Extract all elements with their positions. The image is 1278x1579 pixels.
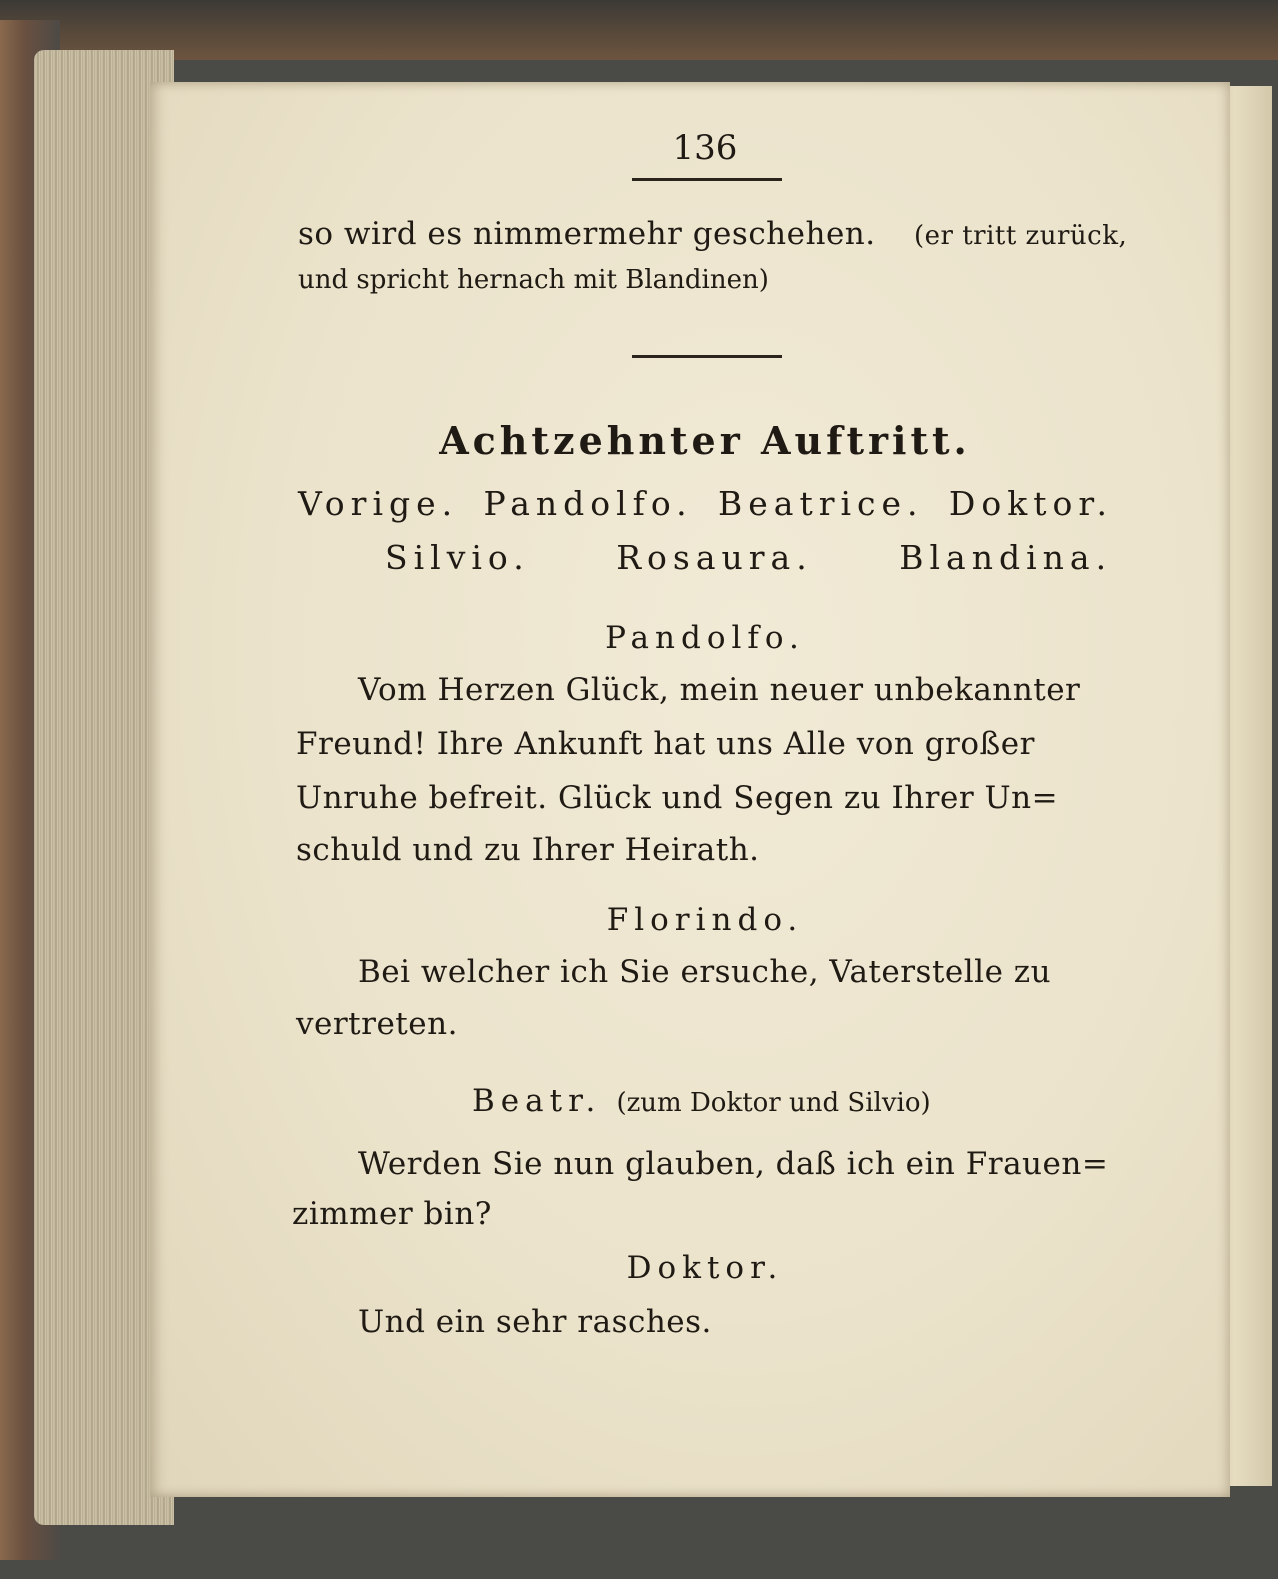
- cast-member: Silvio.: [385, 538, 530, 577]
- book-cover-top: [0, 0, 1278, 60]
- cast-member: Doktor.: [948, 484, 1113, 523]
- dialogue-line: schuld und zu Ihrer Heirath.: [296, 832, 760, 868]
- scene-title: Achtzehnter Auftritt.: [439, 418, 971, 463]
- dialogue-line: Unruhe befreit. Glück und Segen zu Ihrer Un=: [296, 780, 1059, 816]
- dialogue-line: zimmer bin?: [292, 1196, 492, 1232]
- speaker-name: Florindo.: [606, 902, 804, 938]
- scene-divider-rule: [632, 355, 782, 358]
- cast-member: Blandina.: [899, 538, 1113, 577]
- page-number: 136: [672, 128, 738, 168]
- speaker-name: Pandolfo.: [605, 620, 805, 656]
- continuation-text: so wird es nimmermehr geschehen.: [298, 216, 876, 252]
- continuation-line: [298, 216, 1127, 252]
- header-rule: [632, 178, 782, 181]
- dialogue-line: Und ein sehr rasches.: [358, 1304, 712, 1340]
- continuation-stage-line2: und spricht hernach mit Blandinen): [298, 265, 769, 295]
- stage-direction: (zum Doktor und Silvio): [616, 1088, 931, 1118]
- speaker-name: Beatr.: [472, 1083, 602, 1119]
- speaker-name: Doktor.: [626, 1250, 784, 1286]
- dialogue-line: vertreten.: [296, 1006, 458, 1042]
- cast-line-1: [298, 484, 1113, 523]
- cast-member: Vorige.: [298, 484, 459, 523]
- cast-member: Rosaura.: [616, 538, 813, 577]
- continuation-stage: (er tritt zurück,: [913, 221, 1128, 251]
- dialogue-line: Freund! Ihre Ankunft hat uns Alle von großer: [296, 726, 1035, 762]
- dialogue-line: Bei welcher ich Sie ersuche, Vaterstelle zu: [358, 954, 1052, 990]
- cast-member: Pandolfo.: [483, 484, 693, 523]
- cast-line-2: [385, 538, 1112, 577]
- cast-member: Beatrice.: [718, 484, 924, 523]
- speaker-line: [472, 1083, 931, 1119]
- dialogue-line: Vom Herzen Glück, mein neuer unbekannter: [358, 672, 1081, 708]
- dialogue-line: Werden Sie nun glauben, daß ich ein Frauen=: [358, 1146, 1109, 1182]
